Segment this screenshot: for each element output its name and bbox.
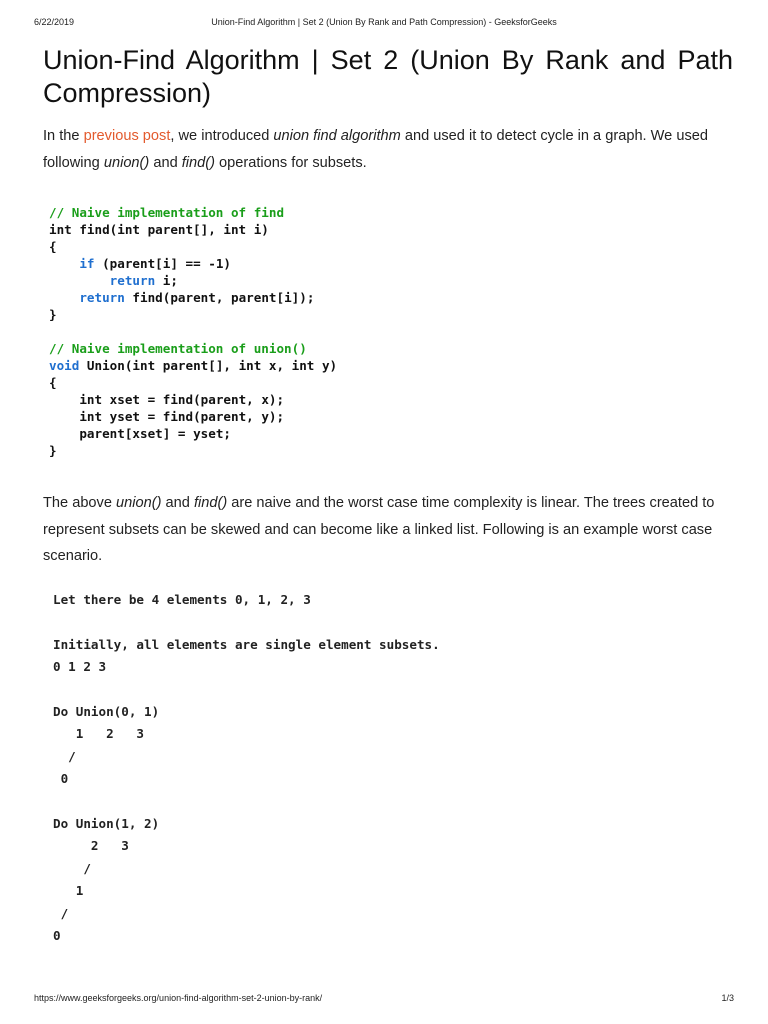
intro-em-union: union() <box>103 154 150 171</box>
example-line: 0 1 2 3 <box>53 659 107 675</box>
intro-em-union-find: union find algorithm <box>273 128 401 144</box>
code-block <box>49 204 337 459</box>
code-close-brace: } <box>49 307 57 322</box>
para2-text-1: The above <box>43 495 117 511</box>
code-void-keyword: void <box>49 358 80 373</box>
intro-paragraph <box>43 123 733 176</box>
worst-case-example <box>53 589 440 948</box>
code-find-signature: int find(int parent[], int i) <box>49 222 269 237</box>
example-line: 0 <box>53 771 69 787</box>
example-line: / <box>53 860 91 876</box>
code-return-find: find(parent, parent[i]); <box>124 290 315 305</box>
intro-text-2: , we introduced <box>170 128 274 144</box>
print-header <box>0 17 768 31</box>
example-line: 0 <box>53 928 61 944</box>
para2-text-2: and <box>161 495 194 511</box>
code-line-yset: int yset = find(parent, y); <box>79 409 285 424</box>
code-comment-union: // Naive implementation of union() <box>49 341 307 356</box>
example-line: 1 <box>53 883 84 899</box>
code-return-keyword: return <box>109 273 156 288</box>
code-comment-find: // Naive implementation of find <box>49 205 285 220</box>
print-footer <box>0 993 768 1007</box>
code-open-brace: { <box>49 375 57 390</box>
code-line-assign: parent[xset] = yset; <box>79 426 231 441</box>
code-line-xset: int xset = find(parent, x); <box>79 392 285 407</box>
example-line: / <box>53 905 69 921</box>
example-line: 1 2 3 <box>53 726 144 742</box>
example-line: Let there be 4 elements 0, 1, 2, 3 <box>53 592 311 607</box>
example-line: Do Union(1, 2) <box>53 816 160 832</box>
code-union-signature: Union(int parent[], int x, int y) <box>79 358 338 373</box>
print-page-title: Union-Find Algorithm | Set 2 (Union By Rank and Path Compression) - GeeksforGeeks <box>211 17 557 27</box>
code-if-condition: (parent[i] == -1) <box>94 256 231 271</box>
naive-complexity-paragraph <box>43 490 733 570</box>
example-line: 2 3 <box>53 838 129 854</box>
code-if-keyword: if <box>79 256 95 271</box>
code-return-keyword: return <box>79 290 125 305</box>
intro-text-5: operations for subsets. <box>215 154 367 171</box>
para2-em-find: find() <box>193 495 228 511</box>
article-title: Union-Find Algorithm | Set 2 (Union By Rank and Path Compression) <box>43 45 733 108</box>
intro-text-3: and used it to detect cycle in a graph. We used following <box>43 128 708 171</box>
example-line: / <box>53 748 76 764</box>
intro-text-1: In the <box>43 128 84 144</box>
print-date: 6/22/2019 <box>34 17 75 27</box>
print-url: https://www.geeksforgeeks.org/union-find-algorithm-set-2-union-by-rank/ <box>34 993 323 1003</box>
intro-text-4: and <box>149 154 182 171</box>
code-close-brace: } <box>49 443 57 458</box>
para2-text-3: are naive and the worst case time complexity is linear. The trees created to represent subsets can be skewed and can become like a linked list. Following is an example worst case scenario. <box>43 495 715 564</box>
code-return-i: i; <box>155 273 178 288</box>
para2-em-union: union() <box>116 495 162 511</box>
example-line: Do Union(0, 1) <box>53 704 160 720</box>
code-open-brace: { <box>49 239 57 254</box>
page-number: 1/3 <box>721 993 734 1003</box>
previous-post-link[interactable]: previous post <box>83 128 171 144</box>
example-line: Initially, all elements are single element subsets. <box>53 636 440 652</box>
intro-em-find: find() <box>181 154 215 171</box>
